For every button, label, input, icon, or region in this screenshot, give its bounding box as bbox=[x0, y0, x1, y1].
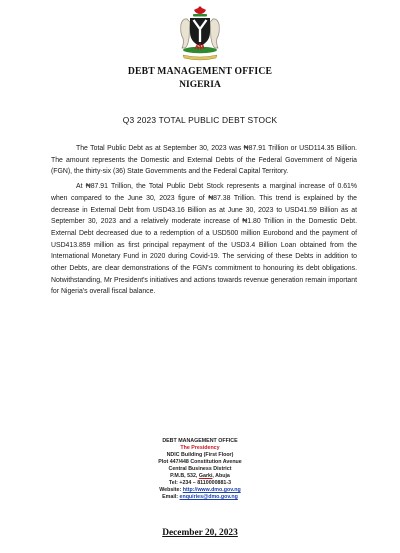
email-link[interactable]: enquiries@dmo.gov.ng bbox=[179, 494, 238, 501]
body-paragraph: At ₦87.91 Trillion, the Total Public Debt Stock represents a marginal increase of 0.61% when compared to the June 30, 2023 figure of ₦87.38 Trillion. This trend is explained by the decrease in External Debt from USD43.16 Billion as at June 30, 2023 to USD41.59 Billion as at September 30, 2023 and a relatively moderate increase of ₦1.80 Trillion in the Domestic Debt. External Debt decreased due to a redemption of a USD500 million Eurobond and the payment of USD413.859 million as first principal repayment of the USD3.4 Billion Loan obtained from the International Monetary Fund in 2020 during Covid-19. The servicing of these Debts in addition to other Debts, are clear demonstrations of the FGN's commitment to honouring its debt obligations. Notwithstanding, Mr President's initiatives and actions towards revenue generation remain important for Nigeria's overall fiscal balance. bbox=[51, 183, 357, 296]
contact-footer bbox=[0, 438, 400, 501]
nigeria-coat-of-arms-icon bbox=[173, 4, 227, 62]
footer-presidency: The Presidency bbox=[180, 445, 220, 452]
footer-plot: Plot 447/448 Constitution Avenue bbox=[158, 459, 242, 466]
footer-pmb-suffix: , Abuja bbox=[212, 473, 230, 480]
footer-email-row bbox=[0, 494, 400, 501]
footer-office: DEBT MANAGEMENT OFFICE bbox=[162, 438, 238, 444]
document-body bbox=[51, 143, 357, 301]
website-link[interactable]: http://www.dmo.gov.ng bbox=[182, 487, 241, 494]
body-paragraph: The Total Public Debt as at September 30, 2023 was ₦87.91 Trillion or USD114.35 Billion. The amount represents the Domestic and External Debts of the Federal Government of Nigeria (FGN), the thirty-six (36) State Governments and the Federal Capital Territory. bbox=[51, 145, 357, 176]
footer-pmb-prefix: P.M.B, 532, bbox=[170, 473, 199, 480]
organization-title: DEBT MANAGEMENT OFFICE bbox=[127, 66, 273, 77]
footer-website-label: Website: bbox=[159, 487, 183, 494]
footer-pmb bbox=[0, 473, 400, 480]
document-title: Q3 2023 TOTAL PUBLIC DEBT STOCK bbox=[122, 115, 278, 125]
footer-district: Central Business District bbox=[168, 466, 232, 473]
footer-building: NDIC Building (First Floor) bbox=[166, 452, 234, 459]
organization-country: NIGERIA bbox=[179, 80, 221, 90]
footer-pmb-city: Garki bbox=[198, 473, 213, 480]
footer-website-row bbox=[0, 487, 400, 494]
footer-email-label: Email: bbox=[162, 494, 180, 501]
document-date: December 20, 2023 bbox=[162, 528, 238, 538]
footer-tel: Tel: +234 – 8110000881-3 bbox=[168, 480, 232, 487]
